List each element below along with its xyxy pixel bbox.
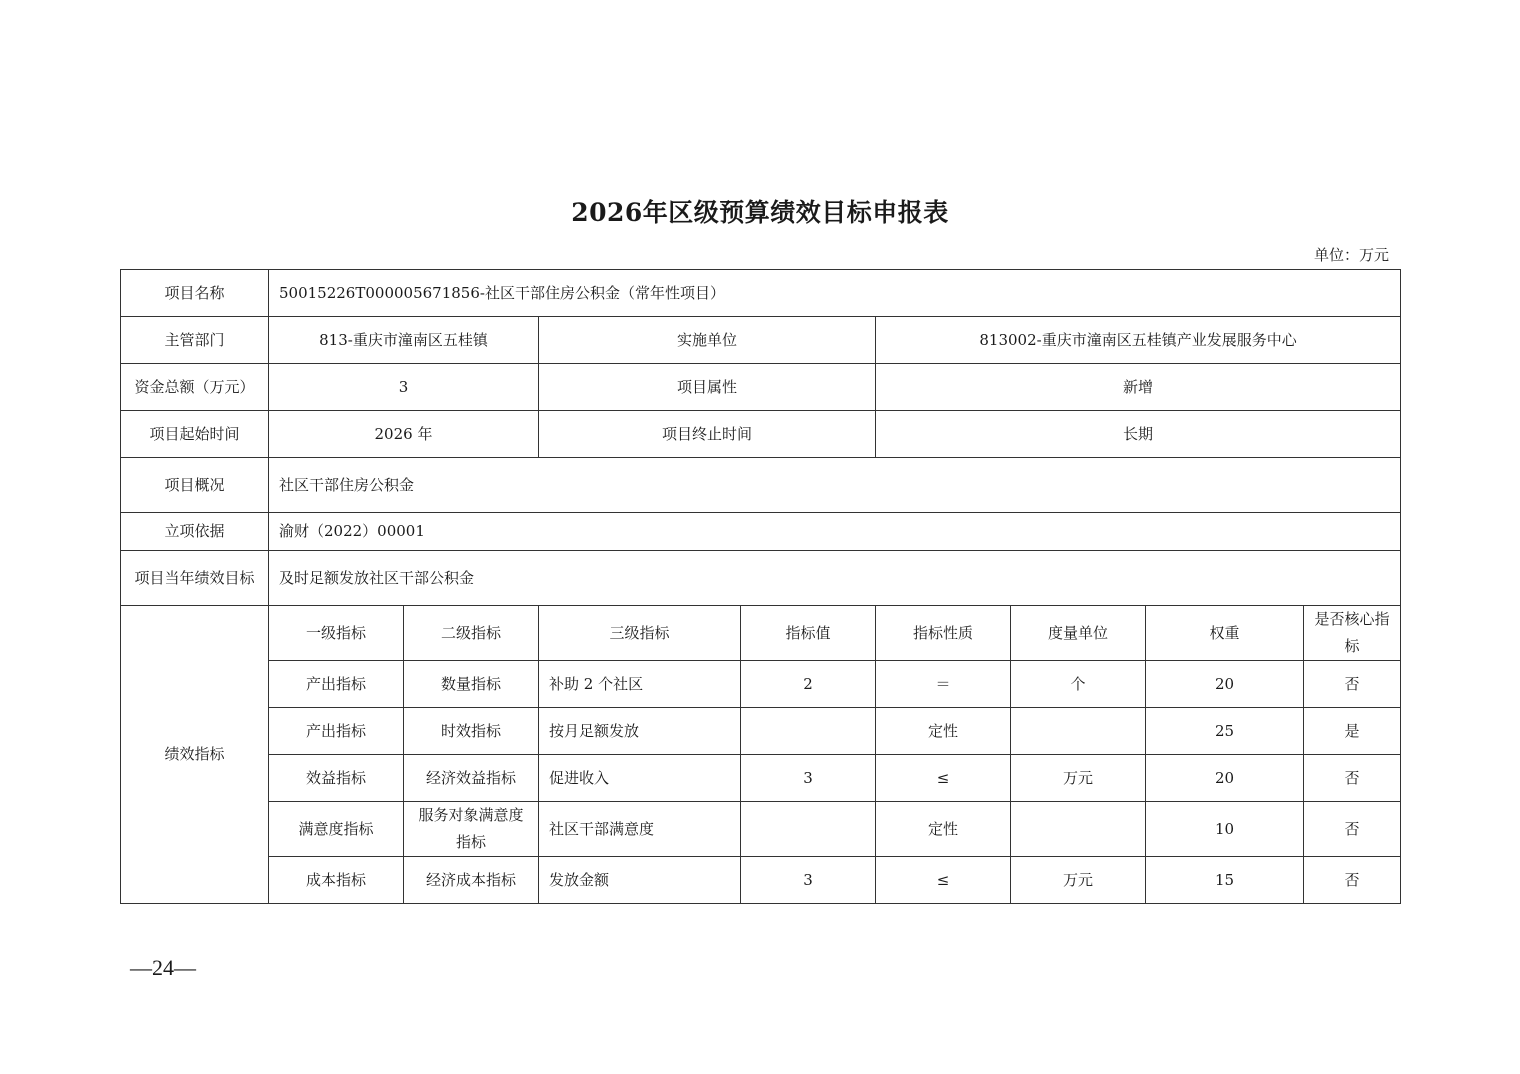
unit-cell — [1011, 708, 1146, 755]
core-cell: 否 — [1304, 857, 1401, 904]
goal-value: 及时足额发放社区干部公积金 — [269, 551, 1401, 606]
level2-cell: 数量指标 — [404, 661, 539, 708]
level3-cell: 按月足额发放 — [539, 708, 741, 755]
level1-cell: 产出指标 — [269, 661, 404, 708]
weight-cell: 20 — [1146, 755, 1304, 802]
end-label: 项目终止时间 — [539, 411, 876, 458]
row-time — [121, 411, 1401, 458]
dept-label: 主管部门 — [121, 317, 269, 364]
row-basis — [121, 513, 1401, 551]
goal-label: 项目当年绩效目标 — [121, 551, 269, 606]
header-core: 是否核心指标 — [1304, 606, 1401, 661]
core-cell: 是 — [1304, 708, 1401, 755]
start-value: 2026 年 — [269, 411, 539, 458]
project-name-label: 项目名称 — [121, 270, 269, 317]
indicator-row — [121, 708, 1401, 755]
level3-cell: 发放金额 — [539, 857, 741, 904]
page-title: 2026年区级预算绩效目标申报表 — [571, 198, 949, 227]
nature-cell: ＝ — [876, 661, 1011, 708]
dept-value: 813-重庆市潼南区五桂镇 — [269, 317, 539, 364]
end-value: 长期 — [876, 411, 1401, 458]
row-department — [121, 317, 1401, 364]
level3-cell: 补助 2 个社区 — [539, 661, 741, 708]
unit-label: 单位：万元 — [1313, 246, 1389, 264]
core-cell: 否 — [1304, 802, 1401, 857]
unit-cell: 万元 — [1011, 857, 1146, 904]
row-fund — [121, 364, 1401, 411]
level3-cell: 社区干部满意度 — [539, 802, 741, 857]
indicator-row — [121, 857, 1401, 904]
row-project-name — [121, 270, 1401, 317]
level2-cell: 服务对象满意度指标 — [404, 802, 539, 857]
header-value: 指标值 — [741, 606, 876, 661]
value-cell: 3 — [741, 755, 876, 802]
start-label: 项目起始时间 — [121, 411, 269, 458]
impl-label: 实施单位 — [539, 317, 876, 364]
overview-label: 项目概况 — [121, 458, 269, 513]
row-goal — [121, 551, 1401, 606]
budget-performance-table — [120, 269, 1401, 904]
page-number: —24— — [130, 955, 196, 980]
nature-cell: 定性 — [876, 708, 1011, 755]
row-overview — [121, 458, 1401, 513]
value-cell — [741, 708, 876, 755]
level2-cell: 经济成本指标 — [404, 857, 539, 904]
fund-value: 3 — [269, 364, 539, 411]
header-nature: 指标性质 — [876, 606, 1011, 661]
header-unit: 度量单位 — [1011, 606, 1146, 661]
unit-cell — [1011, 802, 1146, 857]
overview-value: 社区干部住房公积金 — [269, 458, 1401, 513]
level3-cell: 促进收入 — [539, 755, 741, 802]
weight-cell: 15 — [1146, 857, 1304, 904]
impl-value: 813002-重庆市潼南区五桂镇产业发展服务中心 — [876, 317, 1401, 364]
nature-cell: ≤ — [876, 755, 1011, 802]
attr-label: 项目属性 — [539, 364, 876, 411]
indicator-row — [121, 802, 1401, 857]
unit-cell: 个 — [1011, 661, 1146, 708]
level2-cell: 经济效益指标 — [404, 755, 539, 802]
weight-cell: 20 — [1146, 661, 1304, 708]
indicators-section-label: 绩效指标 — [121, 606, 269, 904]
header-level1: 一级指标 — [269, 606, 404, 661]
unit-cell: 万元 — [1011, 755, 1146, 802]
level2-cell: 时效指标 — [404, 708, 539, 755]
project-name-value: 50015226T000005671856-社区干部住房公积金（常年性项目） — [269, 270, 1401, 317]
basis-label: 立项依据 — [121, 513, 269, 551]
core-cell: 否 — [1304, 661, 1401, 708]
header-weight: 权重 — [1146, 606, 1304, 661]
nature-cell: 定性 — [876, 802, 1011, 857]
indicator-row — [121, 755, 1401, 802]
header-level3: 三级指标 — [539, 606, 741, 661]
level1-cell: 成本指标 — [269, 857, 404, 904]
attr-value: 新增 — [876, 364, 1401, 411]
value-cell — [741, 802, 876, 857]
weight-cell: 25 — [1146, 708, 1304, 755]
indicator-row — [121, 661, 1401, 708]
fund-label: 资金总额（万元） — [121, 364, 269, 411]
level1-cell: 效益指标 — [269, 755, 404, 802]
value-cell: 2 — [741, 661, 876, 708]
value-cell: 3 — [741, 857, 876, 904]
core-cell: 否 — [1304, 755, 1401, 802]
header-level2: 二级指标 — [404, 606, 539, 661]
level1-cell: 产出指标 — [269, 708, 404, 755]
level1-cell: 满意度指标 — [269, 802, 404, 857]
indicator-header-row — [121, 606, 1401, 661]
basis-value: 渝财（2022）00001 — [269, 513, 1401, 551]
nature-cell: ≤ — [876, 857, 1011, 904]
weight-cell: 10 — [1146, 802, 1304, 857]
